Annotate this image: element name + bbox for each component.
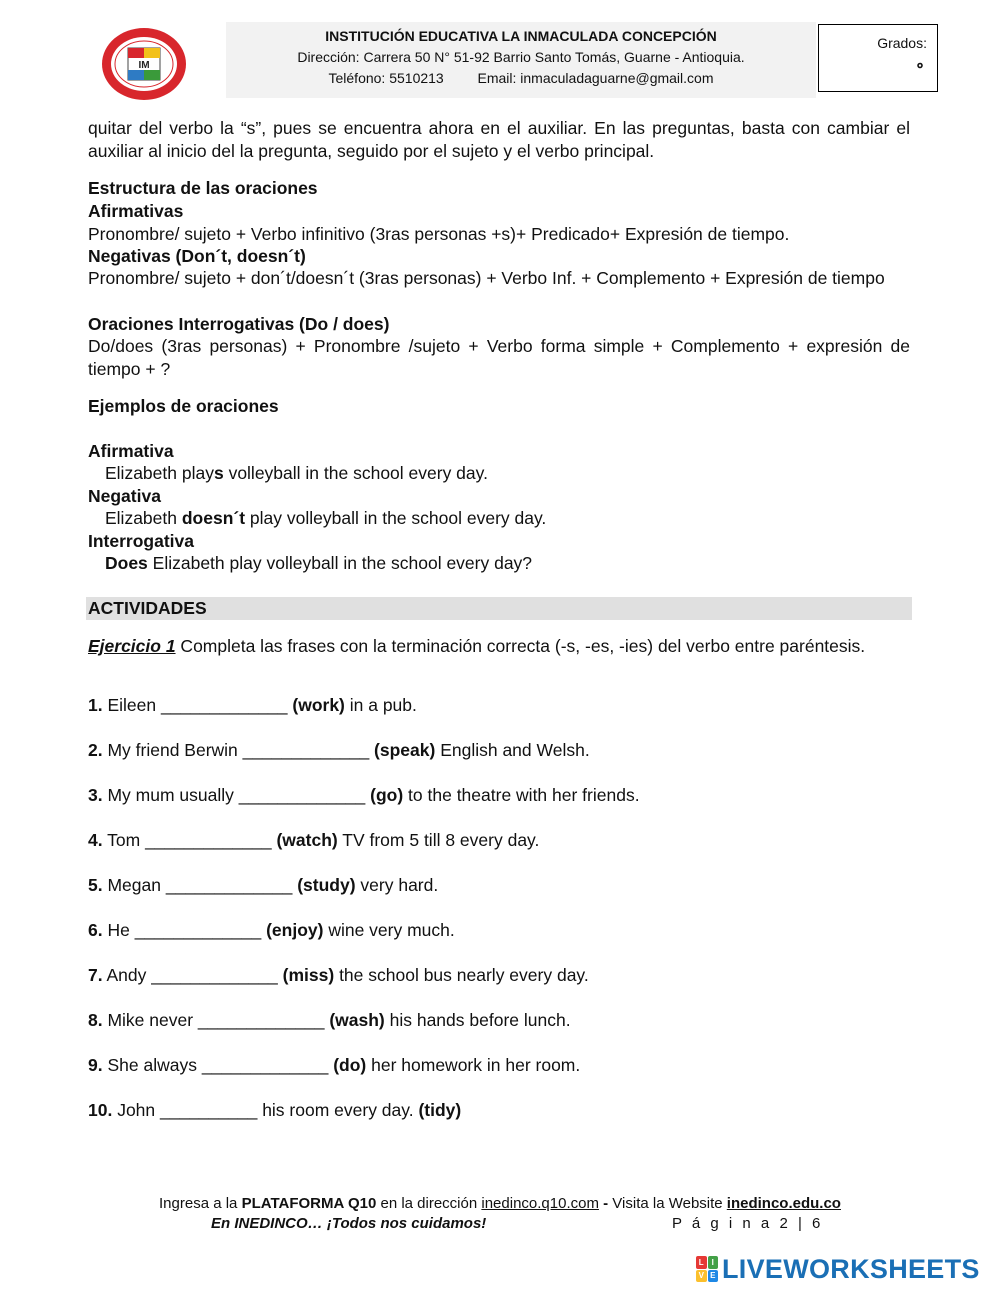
- exercise-item: 10. John __________ his room every day. (tidy): [88, 1100, 462, 1120]
- example-interrogative-label: Interrogativa: [88, 531, 194, 551]
- institution-phone: Teléfono: 5510213: [328, 70, 444, 86]
- brand-grid-cell: V: [696, 1270, 707, 1283]
- institution-name: INSTITUCIÓN EDUCATIVA LA INMACULADA CONCEPCIÓN: [325, 28, 717, 44]
- website-link[interactable]: inedinco.edu.co: [726, 1195, 841, 1212]
- affirmative-label: Afirmativas: [88, 201, 184, 221]
- example-affirmative: Elizabeth plays volleyball in the school every day.: [105, 463, 488, 483]
- liveworksheets-brand[interactable]: [696, 1254, 980, 1284]
- interrogative-structure: Do/does (3ras personas) + Pronombre /sujeto + Verbo forma simple + Complemento + expresión de tiempo + ?: [88, 336, 910, 379]
- brand-grid-cell: L: [696, 1256, 707, 1269]
- examples-title: Ejemplos de oraciones: [88, 396, 279, 416]
- liveworksheets-wordmark: LIVEWORKSHEETS: [722, 1253, 980, 1284]
- affirmative-structure: Pronombre/ sujeto + Verbo infinitivo (3ras personas +s)+ Predicado+ Expresión de tiempo.: [88, 224, 790, 244]
- institution-contact: [226, 68, 816, 89]
- school-logo: [100, 26, 188, 102]
- grados-box: [818, 24, 938, 92]
- exercise-item: 8. Mike never _____________ (wash) his hands before lunch.: [88, 1010, 571, 1030]
- brand-grid-cell: I: [708, 1256, 719, 1269]
- exercise-item: 4. Tom _____________ (watch) TV from 5 till 8 every day.: [88, 830, 540, 850]
- institution-address: Dirección: Carrera 50 N° 51-92 Barrio Santo Tomás, Guarne - Antioquia.: [297, 49, 745, 65]
- activities-header: ACTIVIDADES: [86, 597, 912, 620]
- exercise-instruction: Ejercicio 1 Completa las frases con la terminación correcta (-s, -es, -ies) del verbo entre paréntesis.: [88, 636, 866, 656]
- exercise-item: 2. My friend Berwin _____________ (speak) English and Welsh.: [88, 740, 590, 760]
- interrogative-label: Oraciones Interrogativas (Do / does): [88, 314, 390, 334]
- negative-label: Negativas (Don´t, doesn´t): [88, 246, 306, 266]
- footer-slogan: En INEDINCO… ¡Todos nos cuidamos!: [211, 1215, 487, 1232]
- institution-email: Email: inmaculadaguarne@gmail.com: [477, 70, 714, 86]
- example-affirmative-label: Afirmativa: [88, 441, 174, 461]
- intro-paragraph: quitar del verbo la “s”, pues se encuentra ahora en el auxiliar. En las preguntas, basta con cambiar el auxiliar al inicio del la pregunta, seguido por el sujeto y el verbo principal.: [88, 118, 910, 161]
- example-negative-label: Negativa: [88, 486, 161, 506]
- liveworksheets-icon: [696, 1256, 718, 1282]
- exercise-item: 1. Eileen _____________ (work) in a pub.: [88, 695, 417, 715]
- exercise-item: 9. She always _____________ (do) her homework in her room.: [88, 1055, 581, 1075]
- exercise-item: 3. My mum usually _____________ (go) to the theatre with her friends.: [88, 785, 640, 805]
- footer-line: Ingresa a la PLATAFORMA Q10 en la dirección inedinco.q10.com - Visita la Website inedinco.edu.co: [159, 1195, 841, 1212]
- negative-structure: Pronombre/ sujeto + don´t/doesn´t (3ras personas) + Verbo Inf. + Complemento + Expresión de tiempo: [88, 268, 885, 288]
- example-interrogative: Does Elizabeth play volleyball in the school every day?: [105, 553, 533, 573]
- header-info-box: [226, 22, 816, 98]
- logo-initials: IM: [138, 60, 150, 71]
- exercise-item: 6. He _____________ (enjoy) wine very much.: [88, 920, 455, 940]
- brand-grid-cell: E: [708, 1270, 719, 1283]
- example-negative: Elizabeth doesn´t play volleyball in the school every day.: [105, 508, 547, 528]
- exercise-item: 7. Andy _____________ (miss) the school bus nearly every day.: [88, 965, 589, 985]
- structure-title: Estructura de las oraciones: [88, 178, 318, 198]
- grados-value: ∘: [914, 57, 925, 74]
- exercise-item: 5. Megan _____________ (study) very hard.: [88, 875, 439, 895]
- page-number: P á g i n a 2 | 6: [672, 1215, 824, 1232]
- q10-link[interactable]: inedinco.q10.com: [481, 1195, 599, 1212]
- grados-label: Grados:: [877, 35, 927, 51]
